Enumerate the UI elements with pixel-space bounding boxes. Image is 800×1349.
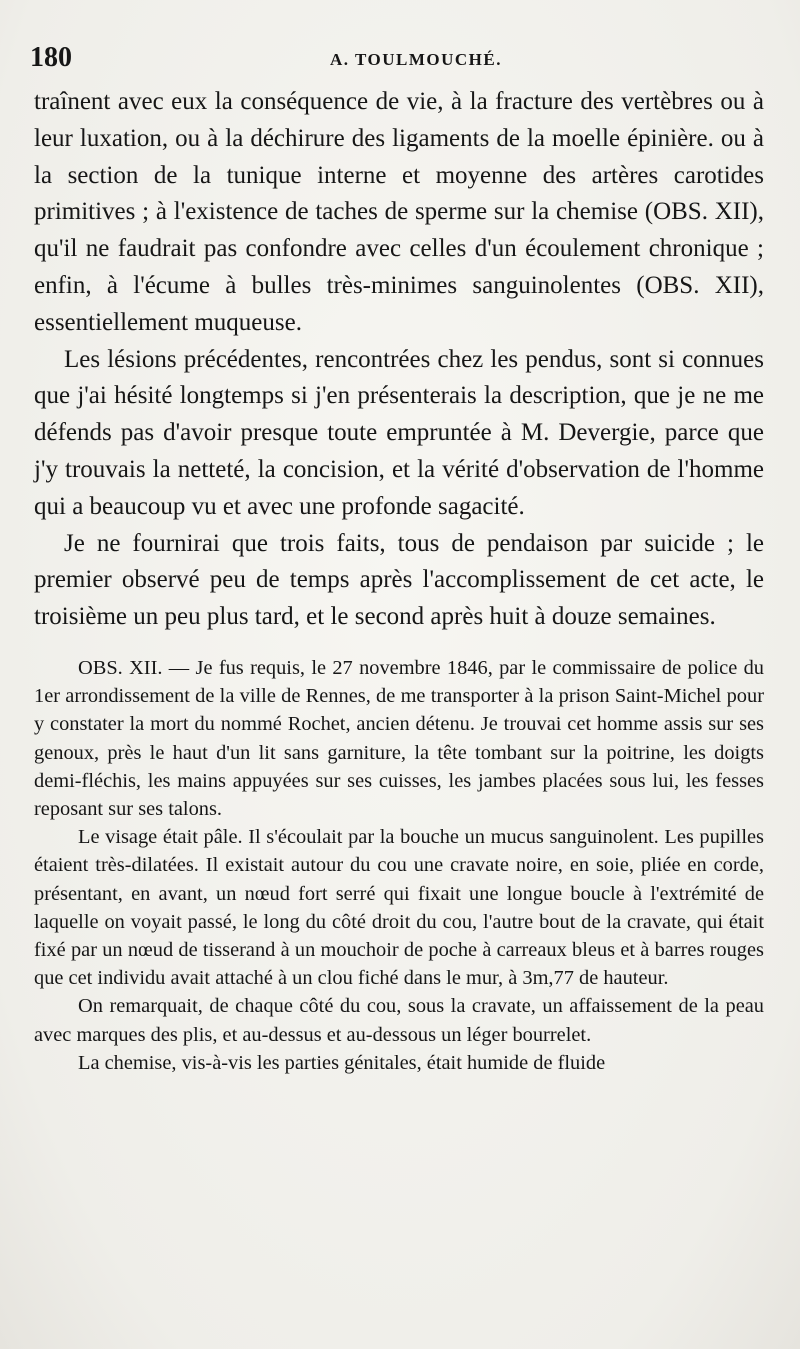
main-text (34, 84, 764, 636)
page-header (30, 38, 760, 78)
observation-paragraph: OBS. XII. — Je fus requis, le 27 novembre 1846, par le commissaire de police du 1er arrondissement de la ville de Rennes, de me transporter à la prison Saint-Michel pour y constater la mort du nommé Rochet, ancien détenu. Je trouvai cet homme assis sur ses genoux, près le haut d'un lit sans garniture, la tête tombant sur la poitrine, les doigts demi-fléchis, les mains appuyées sur ses cuisses, les jambes placées sous lui, les fesses reposant sur ses talons. (34, 656, 764, 820)
observation-text (34, 654, 764, 1077)
paragraph: traînent avec eux la conséquence de vie, à la fracture des vertèbres ou à leur luxation, ou à la déchirure des ligaments de la moelle épinière. ou à la section de la tunique interne et moyenne des artères carotides primitives ; à l'existence de taches de sperme sur la chemise (OBS. XII), qu'il ne faudrait pas confondre avec celles d'un écoulement chronique ; enfin, à l'écume à bulles très-minimes sanguinolentes (OBS. XII), essentiellement muqueuse. (34, 88, 764, 336)
observation-paragraph: On remarquait, de chaque côté du cou, sous la cravate, un affaissement de la peau avec marques des plis, et au-dessus et au-dessous un léger bourrelet. (34, 995, 764, 1046)
paragraph: Les lésions précédentes, rencontrées chez les pendus, sont si connues que j'ai hésité longtemps si j'en présenterais la description, que je ne me défends pas d'avoir presque toute empruntée à M. Devergie, parce que j'y trouvais la netteté, la concision, et la vérité d'observation de l'homme qui a beaucoup vu et avec une profonde sagacité. (34, 345, 764, 520)
page-number: 180 (30, 42, 72, 73)
page-body (34, 84, 764, 1077)
running-head: A. TOULMOUCHÉ. (330, 50, 502, 69)
observation-paragraph: La chemise, vis-à-vis les parties génitales, était humide de fluide (78, 1051, 606, 1074)
paragraph: Je ne fournirai que trois faits, tous de pendaison par suicide ; le premier observé peu de temps après l'accomplissement de cet acte, le troisième un peu plus tard, et le second après huit à douze semaines. (34, 529, 764, 631)
observation-paragraph: Le visage était pâle. Il s'écoulait par la bouche un mucus sanguinolent. Les pupilles étaient très-dilatées. Il existait autour du cou une cravate noire, en soie, pliée en corde, présentant, en avant, un nœud fort serré qui fixait une longue boucle à l'extrémité de laquelle on voyait passé, le long du côté droit du cou, l'autre bout de la cravate, qui était fixé par un nœud de tisserand à un mouchoir de poche à carreaux bleus et à barres rouges que cet individu avait attaché à un clou fiché dans le mur, à 3m,77 de hauteur. (34, 826, 764, 990)
